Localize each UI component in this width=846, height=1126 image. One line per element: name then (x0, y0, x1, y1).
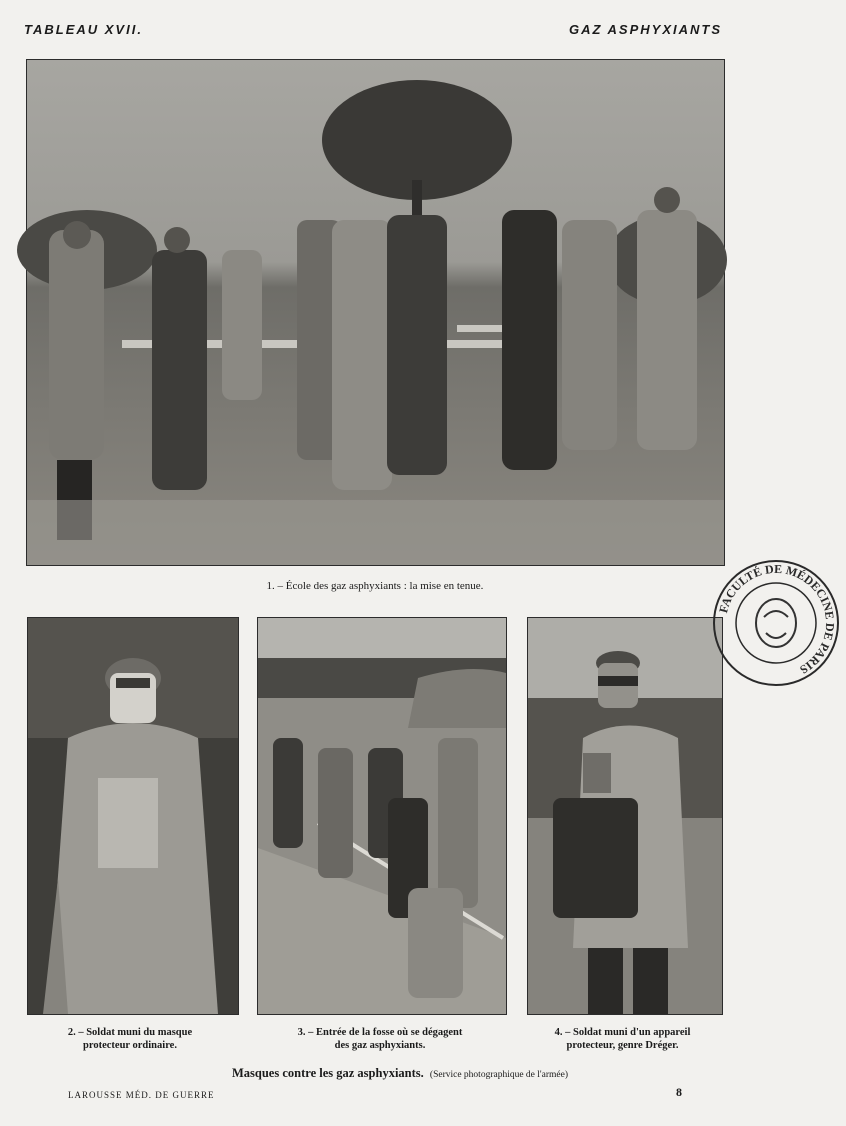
caption-photo-4 (520, 1026, 725, 1052)
photo-gas-pit-entrance (257, 617, 507, 1015)
running-header-left: TABLEAU XVII. (24, 22, 143, 37)
stamp-text: FACULTÉ DE MÉDECINE DE PARIS (716, 561, 838, 677)
caption-photo-2 (30, 1026, 230, 1052)
caption-photo-4-line-1: 4. – Soldat muni d'un appareil (554, 1027, 691, 1038)
caption-photo-3-line-1: 3. – Entrée de la fosse où se dégagent (297, 1027, 463, 1038)
caption-photo-4-line-2: protecteur, genre Dréger. (566, 1040, 679, 1051)
photo-soldier-ordinary-mask (27, 617, 239, 1015)
photo-gas-school (26, 59, 725, 566)
plate-title (0, 1066, 800, 1081)
running-header-right: GAZ ASPHYXIANTS (568, 22, 722, 37)
caption-photo-1: 1. – École des gaz asphyxiants : la mise en tenue. (266, 580, 484, 592)
library-stamp (706, 553, 838, 693)
plate-title-text: Masques contre les gaz asphyxiants. (231, 1066, 424, 1080)
caption-photo-3-line-2: des gaz asphyxiants. (334, 1040, 426, 1051)
caption-photo-2-line-2: protecteur ordinaire. (83, 1040, 177, 1051)
photo-soldier-drager-apparatus (527, 617, 723, 1015)
photo-credit: (Service photographique de l'armée) (429, 1070, 568, 1080)
page-number: 8 (676, 1085, 682, 1099)
footer-publication: LAROUSSE MÉD. DE GUERRE (68, 1090, 215, 1100)
caption-photo-3 (255, 1026, 505, 1052)
caption-photo-2-line-1: 2. – Soldat muni du masque (67, 1027, 193, 1038)
